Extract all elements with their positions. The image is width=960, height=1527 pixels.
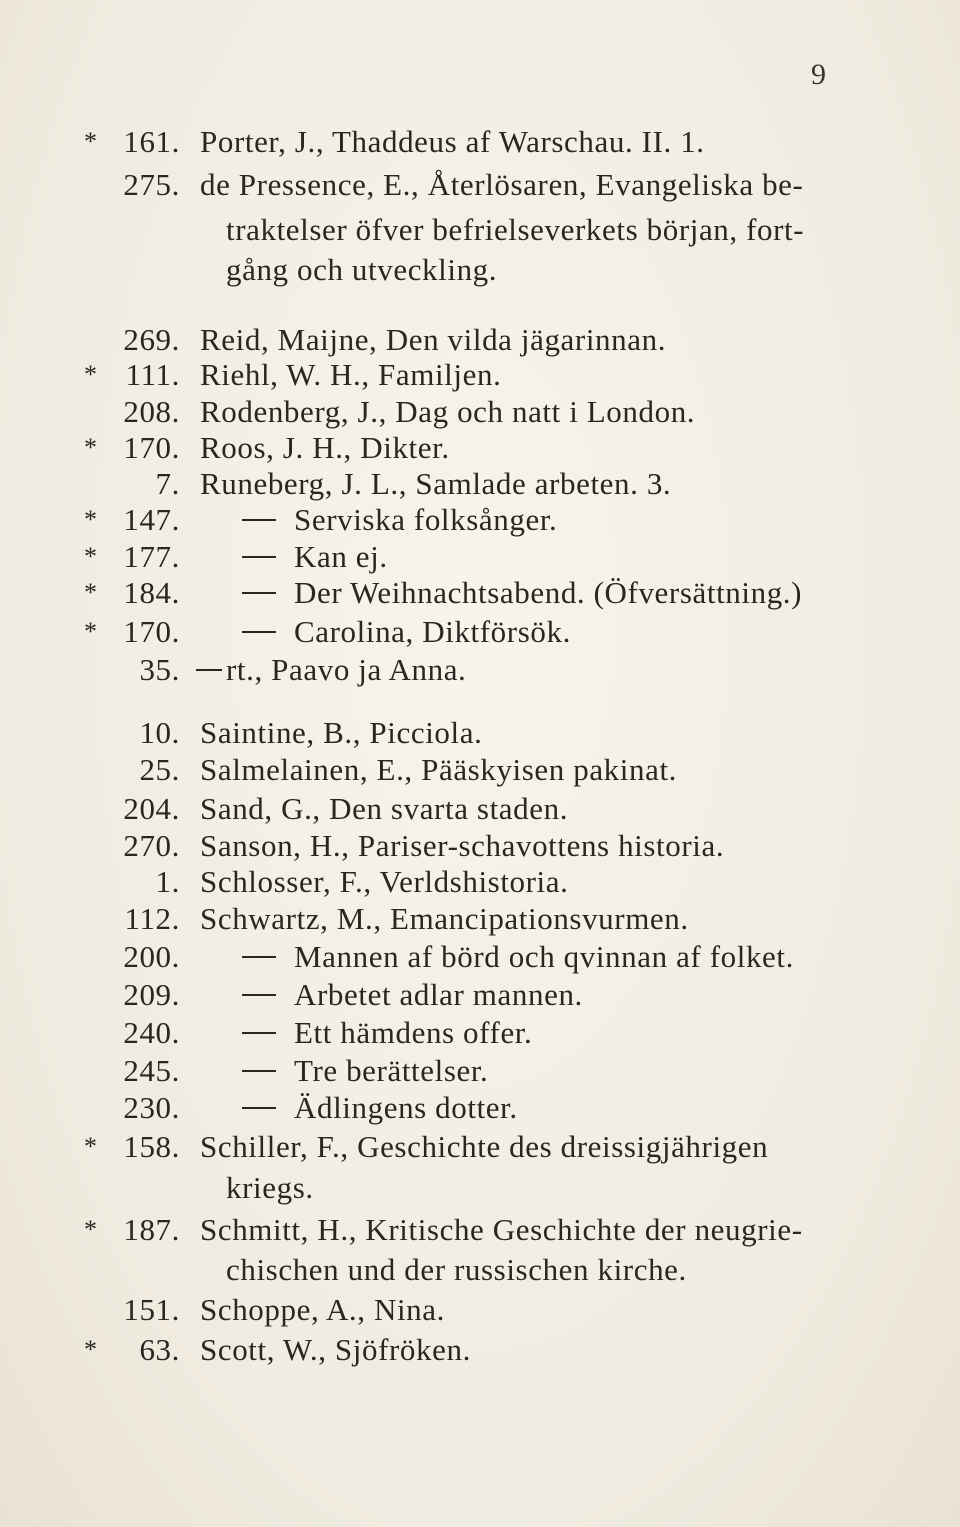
ditto-dash <box>242 631 276 633</box>
entry-text: Tre berättelser. <box>294 1053 489 1088</box>
entry-number: 209. <box>123 977 180 1012</box>
entry-number: 275. <box>123 167 180 202</box>
entry-number: 177. <box>123 539 180 574</box>
entry-number: 147. <box>123 502 180 537</box>
ditto-dash <box>242 1032 276 1034</box>
entry-number: 111. <box>125 357 180 392</box>
entry-text: rt., Paavo ja Anna. <box>226 652 467 687</box>
ditto-dash <box>242 592 276 594</box>
ditto-dash <box>196 669 222 671</box>
entry-text: Schmitt, H., Kritische Geschichte der neugrie- <box>200 1212 803 1247</box>
asterisk-mark: * <box>84 617 98 646</box>
asterisk-mark: * <box>84 505 98 534</box>
entry-number: 170. <box>123 430 180 465</box>
entry-text: Runeberg, J. L., Samlade arbeten. 3. <box>200 466 672 501</box>
entry-number: 240. <box>123 1015 180 1050</box>
entry-number: 25. <box>139 752 180 787</box>
entry-number: 112. <box>124 901 180 936</box>
asterisk-mark: * <box>84 433 98 462</box>
entry-text: Schoppe, A., Nina. <box>200 1292 445 1327</box>
entry-number: 10. <box>139 715 180 750</box>
ditto-dash <box>242 556 276 558</box>
asterisk-mark: * <box>84 1335 98 1364</box>
continuation-text: traktelser öfver befrielseverkets början, fort- <box>226 212 805 247</box>
entry-text: Ädlingens dotter. <box>294 1090 518 1125</box>
continuation-text: kriegs. <box>226 1170 314 1205</box>
entry-number: 161. <box>123 124 180 159</box>
entry-text: Ett hämdens offer. <box>294 1015 533 1050</box>
asterisk-mark: * <box>84 1132 98 1161</box>
asterisk-mark: * <box>84 542 98 571</box>
entry-number: 208. <box>123 394 180 429</box>
ditto-dash <box>242 1107 276 1109</box>
asterisk-mark: * <box>84 1215 98 1244</box>
entry-number: 151. <box>123 1292 180 1327</box>
ditto-dash <box>242 519 276 521</box>
entry-text: Porter, J., Thaddeus af Warschau. II. 1. <box>200 124 705 159</box>
entry-text: Arbetet adlar mannen. <box>294 977 583 1012</box>
entry-number: 158. <box>123 1129 180 1164</box>
entry-number: 184. <box>123 575 180 610</box>
asterisk-mark: * <box>84 578 98 607</box>
entry-text: Salmelainen, E., Pääskyisen pakinat. <box>200 752 678 787</box>
ditto-dash <box>242 994 276 996</box>
entry-number: 1. <box>155 864 180 899</box>
entry-number: 35. <box>139 652 180 687</box>
entry-text: Saintine, B., Picciola. <box>200 715 483 750</box>
entry-number: 7. <box>155 466 180 501</box>
continuation-text: gång och utveckling. <box>226 252 498 287</box>
entry-text: Roos, J. H., Dikter. <box>200 430 450 465</box>
entry-text: Carolina, Diktförsök. <box>294 614 571 649</box>
entry-text: Der Weihnachtsabend. (Öfversättning.) <box>294 575 803 610</box>
entry-text: Sand, G., Den svarta staden. <box>200 791 569 826</box>
page-number: 9 <box>811 58 826 91</box>
entry-number: 270. <box>123 828 180 863</box>
asterisk-mark: * <box>84 360 98 389</box>
entry-number: 200. <box>123 939 180 974</box>
entry-text: Scott, W., Sjöfröken. <box>200 1332 471 1367</box>
entry-text: Schiller, F., Geschichte des dreissigjährigen <box>200 1129 769 1164</box>
entry-text: Kan ej. <box>294 539 388 574</box>
entry-number: 230. <box>123 1090 180 1125</box>
entry-number: 170. <box>123 614 180 649</box>
entry-number: 63. <box>139 1332 180 1367</box>
ditto-dash <box>242 956 276 958</box>
entry-number: 269. <box>123 322 180 357</box>
continuation-text: chischen und der russischen kirche. <box>226 1252 687 1287</box>
entry-text: Sanson, H., Pariser-schavottens historia. <box>200 828 725 863</box>
entry-text: de Pressence, E., Återlösaren, Evangeliska be- <box>200 167 804 202</box>
entry-number: 187. <box>123 1212 180 1247</box>
entry-text: Schwartz, M., Emancipationsvurmen. <box>200 901 689 936</box>
entry-text: Schlosser, F., Verldshistoria. <box>200 864 569 899</box>
entry-text: Reid, Maijne, Den vilda jägarinnan. <box>200 322 667 357</box>
entry-text: Serviska folksånger. <box>294 502 558 537</box>
entry-text: Mannen af börd och qvinnan af folket. <box>294 939 794 974</box>
entry-text: Rodenberg, J., Dag och natt i London. <box>200 394 696 429</box>
ditto-dash <box>242 1070 276 1072</box>
asterisk-mark: * <box>84 127 98 156</box>
entry-number: 204. <box>123 791 180 826</box>
entry-number: 245. <box>123 1053 180 1088</box>
entry-text: Riehl, W. H., Familjen. <box>200 357 502 392</box>
